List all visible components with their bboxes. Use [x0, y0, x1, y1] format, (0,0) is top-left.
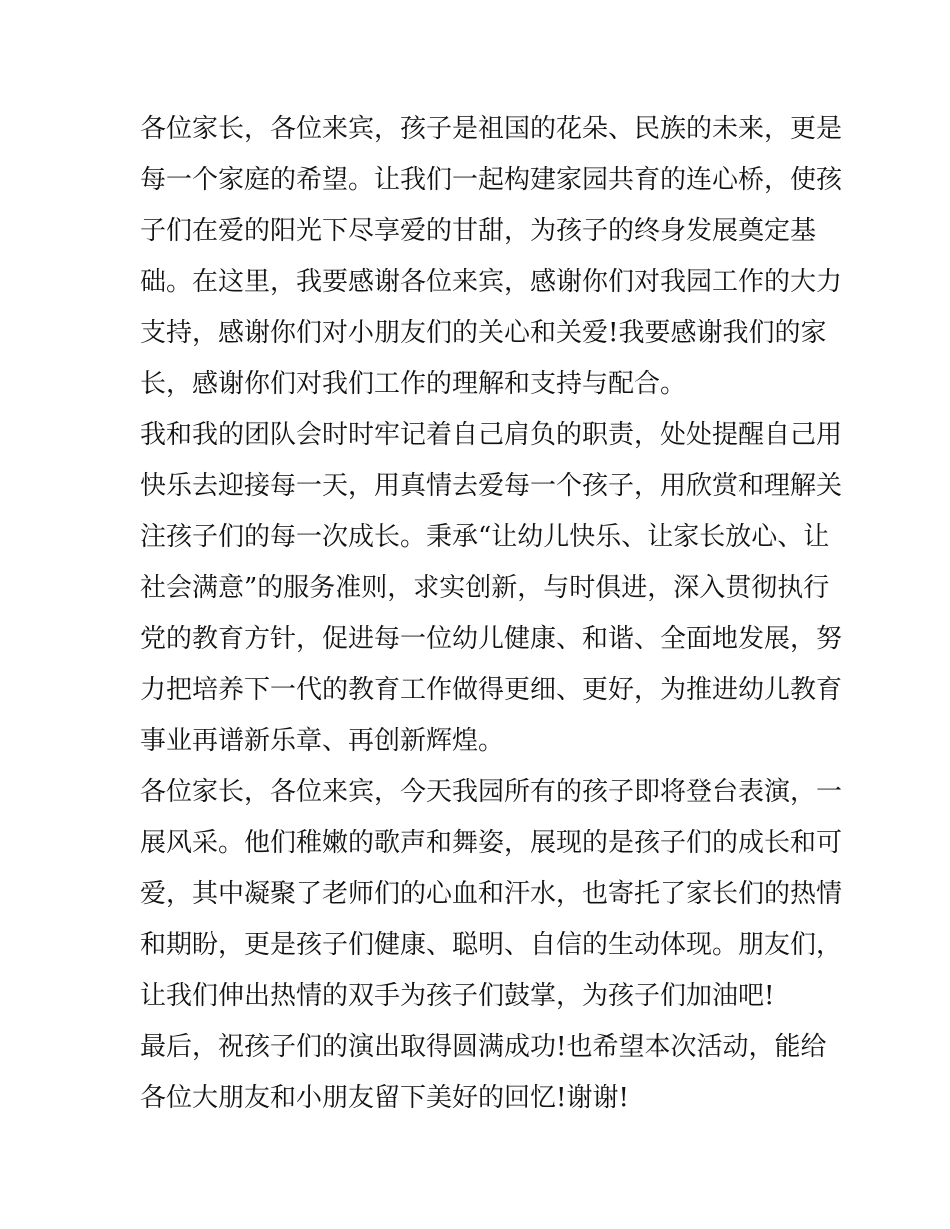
paragraph-line: 础。在这里，我要感谢各位来宾，感谢你们对我园工作的大力	[140, 267, 843, 297]
paragraph-line: 最后，祝孩子们的演出取得圆满成功!也希望本次活动，能给	[140, 1032, 827, 1062]
paragraph-line: 注孩子们的每一次成长。秉承“让幼儿快乐、让家长放心、让	[140, 522, 830, 552]
paragraph-line: 社会满意”的服务准则，求实创新，与时俱进，深入贯彻执行	[140, 573, 830, 603]
paragraph-line: 党的教育方针，促进每一位幼儿健康、和谐、全面地发展，努	[140, 624, 843, 654]
paragraph-3	[140, 767, 843, 1022]
paragraph-line: 各位大朋友和小朋友留下美好的回忆!谢谢!	[140, 1083, 629, 1113]
paragraph-line: 爱，其中凝聚了老师们的心血和汗水，也寄托了家长们的热情	[140, 879, 843, 909]
paragraph-line: 子们在爱的阳光下尽享爱的甘甜，为孩子的终身发展奠定基	[140, 216, 817, 246]
paragraph-line: 和期盼，更是孩子们健康、聪明、自信的生动体现。朋友们，	[140, 930, 843, 960]
paragraph-line: 我和我的团队会时时牢记着自己肩负的职责，处处提醒自己用	[140, 420, 843, 450]
document-body	[140, 104, 843, 1124]
paragraph-4	[140, 1022, 827, 1124]
paragraph-2	[140, 410, 843, 767]
paragraph-line: 各位家长，各位来宾，孩子是祖国的花朵、民族的未来，更是	[140, 114, 843, 144]
paragraph-line: 让我们伸出热情的双手为孩子们鼓掌，为孩子们加油吧!	[140, 981, 775, 1011]
paragraph-line: 展风采。他们稚嫩的歌声和舞姿，展现的是孩子们的成长和可	[140, 828, 843, 858]
paragraph-line: 快乐去迎接每一天，用真情去爱每一个孩子，用欣赏和理解关	[140, 471, 843, 501]
paragraph-line: 力把培养下一代的教育工作做得更细、更好，为推进幼儿教育	[140, 675, 843, 705]
paragraph-1	[140, 104, 843, 410]
paragraph-line: 支持，感谢你们对小朋友们的关心和关爱!我要感谢我们的家	[140, 318, 827, 348]
paragraph-line: 事业再谱新乐章、再创新辉煌。	[140, 726, 505, 756]
paragraph-line: 每一个家庭的希望。让我们一起构建家园共育的连心桥，使孩	[140, 165, 843, 195]
paragraph-line: 各位家长，各位来宾，今天我园所有的孩子即将登台表演，一	[140, 777, 843, 807]
paragraph-line: 长，感谢你们对我们工作的理解和支持与配合。	[140, 369, 687, 399]
